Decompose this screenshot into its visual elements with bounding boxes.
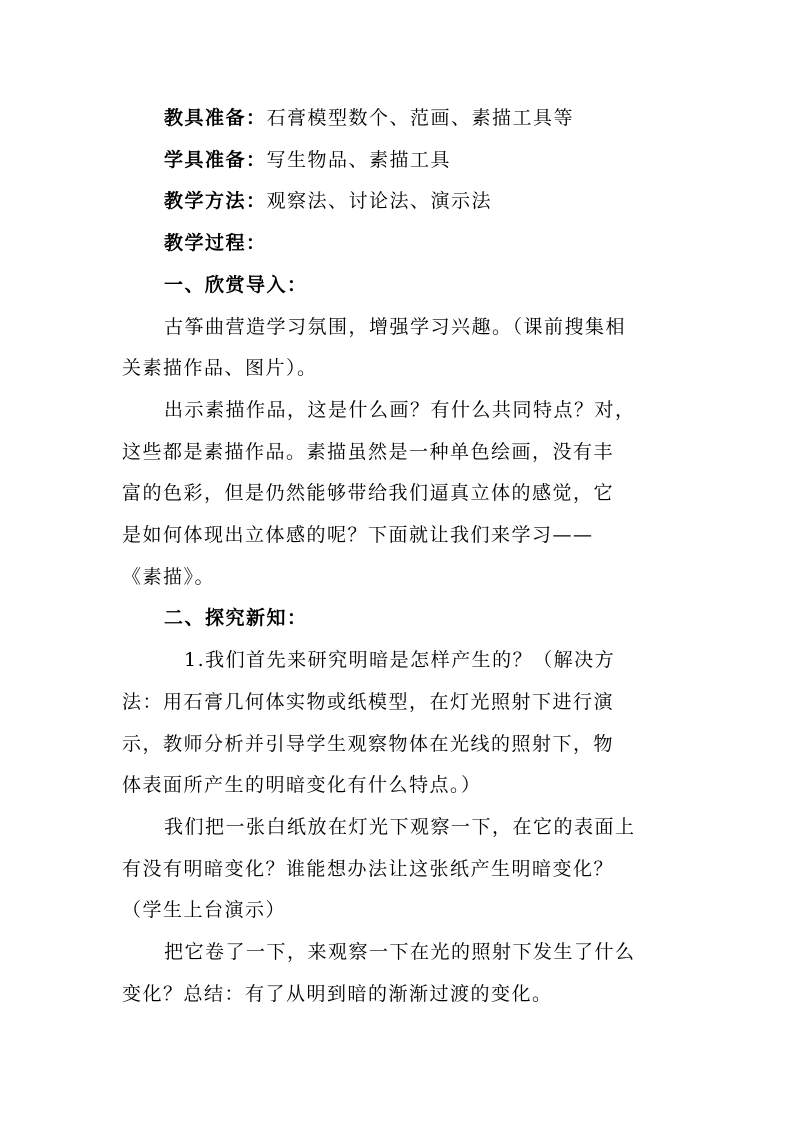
paragraph-line: 体表面所产生的明暗变化有什么特点。）	[122, 774, 482, 797]
section-2-heading: 二、探究新知：	[164, 607, 308, 630]
teacher-prep-label: 教具准备：	[164, 107, 267, 129]
section-2-paragraph-3	[122, 932, 672, 1015]
paragraph-line: 变化？总结：有了从明到暗的渐渐过渡的变化。	[122, 982, 553, 1005]
paragraph-line: 有没有明暗变化？谁能想办法让这张纸产生明暗变化？	[122, 857, 615, 880]
teaching-methods-text: 观察法、讨论法、演示法	[266, 190, 493, 213]
student-prep-label: 学具准备：	[164, 148, 267, 171]
student-prep-line	[122, 140, 672, 182]
section-2-paragraph-1	[122, 640, 672, 807]
document-body	[122, 98, 672, 1015]
section-1-paragraph-1	[122, 307, 672, 390]
paragraph-line: 是如何体现出立体感的呢？下面就让我们来学习——	[122, 524, 594, 547]
paragraph-line: 古筝曲营造学习氛围，增强学习兴趣。（课前搜集相	[164, 315, 627, 338]
paragraph-line: 我们把一张白纸放在灯光下观察一下，在它的表面上	[164, 815, 636, 838]
teaching-methods-label: 教学方法：	[164, 190, 267, 213]
paragraph-line: 这些都是素描作品。素描虽然是一种单色绘画，没有丰	[122, 440, 615, 463]
paragraph-line: 法：用石膏几何体实物或纸模型，在灯光照射下进行演	[122, 690, 615, 713]
paragraph-line: 富的色彩，但是仍然能够带给我们逼真立体的感觉，它	[122, 482, 615, 505]
teaching-methods-line	[122, 181, 672, 223]
paragraph-line: 《素描》。	[122, 565, 216, 588]
student-prep-text: 写生物品、素描工具	[266, 148, 452, 171]
paragraph-line: 出示素描作品，这是什么画？有什么共同特点？对，	[164, 398, 636, 421]
section-2-paragraph-2	[122, 807, 672, 932]
teacher-prep-line	[122, 98, 672, 140]
section-1-heading: 一、欣赏导入：	[164, 273, 308, 296]
teacher-prep-text: 石膏模型数个、范画、素描工具等	[266, 107, 575, 129]
paragraph-line: （学生上台演示）	[122, 899, 287, 922]
paragraph-line: 示，教师分析并引导学生观察物体在光线的照射下，物	[122, 732, 615, 755]
paragraph-line: 1.我们首先来研究明暗是怎样产生的？（解决方	[184, 649, 616, 672]
paragraph-line: 关素描作品、图片）。	[122, 357, 318, 380]
paragraph-line: 把它卷了一下，来观察一下在光的照射下发生了什么	[164, 941, 636, 964]
teaching-process-heading: 教学过程：	[164, 232, 267, 255]
section-1-paragraph-2	[122, 390, 672, 599]
